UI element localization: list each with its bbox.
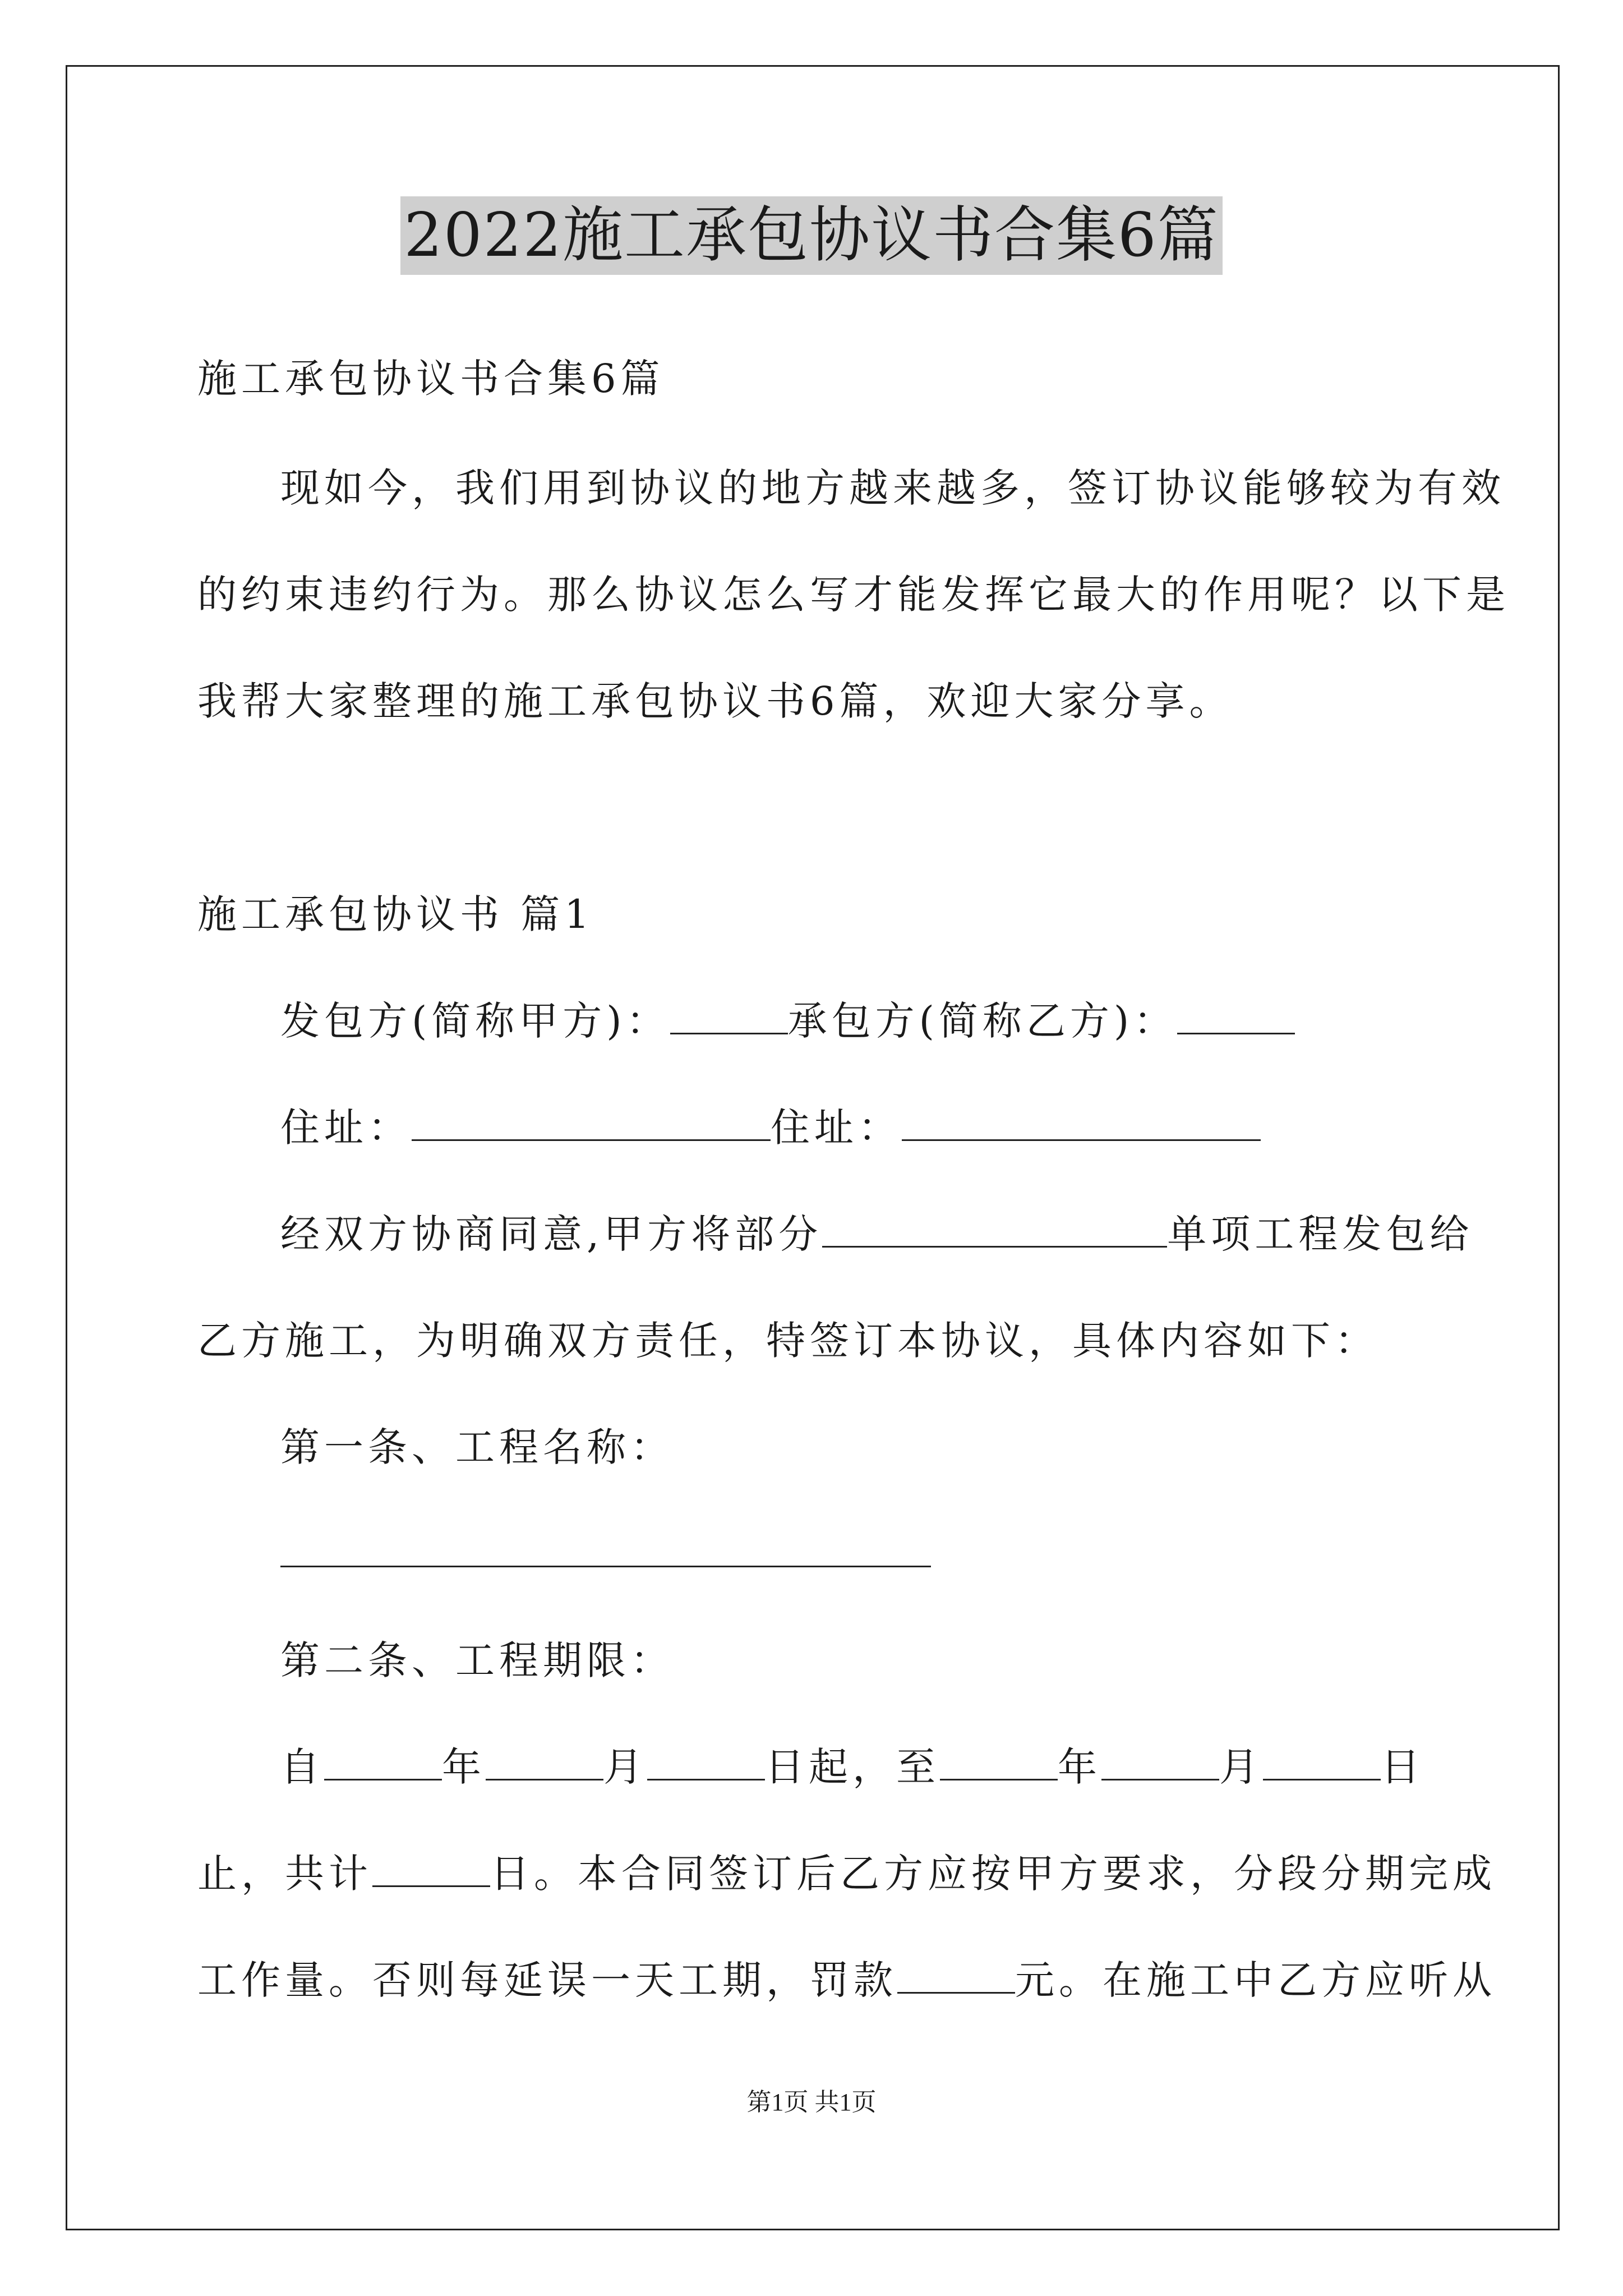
project-blank bbox=[822, 1211, 1167, 1248]
title-container bbox=[0, 196, 1623, 275]
period-total-text: 日。本合同签订后乙方应按甲方要求，分段分期完成 bbox=[490, 1851, 1496, 1897]
total-days-blank bbox=[372, 1851, 490, 1887]
intro-line-3: 我帮大家整理的施工承包协议书6篇，欢迎大家分享。 bbox=[197, 678, 1233, 724]
period-month: 月 bbox=[603, 1744, 647, 1790]
period-year2: 年 bbox=[1058, 1744, 1101, 1790]
document-subtitle: 施工承包协议书合集6篇 bbox=[197, 356, 665, 402]
penalty-blank bbox=[897, 1957, 1015, 1994]
period-line-1 bbox=[280, 1742, 1424, 1792]
period-year: 年 bbox=[442, 1744, 486, 1790]
end-day-blank bbox=[1263, 1744, 1381, 1780]
end-month-blank bbox=[1101, 1744, 1219, 1780]
section-heading: 施工承包协议书 篇1 bbox=[197, 891, 594, 937]
article-1: 第一条、工程名称： bbox=[280, 1424, 674, 1470]
parties-line bbox=[280, 996, 1295, 1046]
address-label-1: 住址： bbox=[280, 1105, 412, 1151]
intro-line-1: 现如今，我们用到协议的地方越来越多，签订协议能够较为有效 bbox=[280, 465, 1505, 511]
address-line bbox=[280, 1102, 1261, 1153]
article-2: 第二条、工程期限： bbox=[280, 1637, 674, 1683]
contractor-blank bbox=[1177, 998, 1295, 1034]
penalty-text-b: 元。在施工中乙方应听从 bbox=[1015, 1957, 1496, 2003]
period-from: 自 bbox=[280, 1744, 324, 1790]
period-line-2 bbox=[197, 1848, 1496, 1899]
address-label-2: 住址： bbox=[771, 1105, 902, 1151]
project-name-blank bbox=[280, 1531, 931, 1567]
agreement-text-b: 单项工程发包给 bbox=[1167, 1211, 1474, 1257]
agreement-line-1 bbox=[280, 1209, 1473, 1259]
penalty-text-a: 工作量。否则每延误一天工期，罚款 bbox=[197, 1957, 897, 2003]
start-day-blank bbox=[647, 1744, 765, 1780]
period-line-3 bbox=[197, 1955, 1496, 2005]
contractor-label: 承包方(简称乙方)： bbox=[787, 998, 1178, 1044]
address-blank-1 bbox=[412, 1105, 771, 1141]
period-month2: 月 bbox=[1219, 1744, 1263, 1790]
period-total-label: 止，共计 bbox=[197, 1851, 372, 1897]
period-day-start: 日起，至 bbox=[765, 1744, 940, 1790]
start-year-blank bbox=[324, 1744, 442, 1780]
agreement-line-2: 乙方施工，为明确双方责任，特签订本协议，具体内容如下： bbox=[197, 1318, 1378, 1364]
employer-label: 发包方(简称甲方)： bbox=[280, 998, 670, 1044]
end-year-blank bbox=[940, 1744, 1058, 1780]
intro-line-2: 的约束违约行为。那么协议怎么写才能发挥它最大的作用呢？以下是 bbox=[197, 572, 1510, 618]
employer-blank bbox=[670, 998, 788, 1034]
document-title: 2022施工承包协议书合集6篇 bbox=[400, 196, 1223, 275]
agreement-text-a: 经双方协商同意,甲方将部分 bbox=[280, 1211, 823, 1257]
start-month-blank bbox=[486, 1744, 603, 1780]
address-blank-2 bbox=[902, 1105, 1261, 1141]
period-day-end: 日 bbox=[1381, 1744, 1424, 1790]
page-footer: 第1页 共1页 bbox=[746, 2088, 877, 2116]
project-name-line bbox=[280, 1529, 931, 1579]
